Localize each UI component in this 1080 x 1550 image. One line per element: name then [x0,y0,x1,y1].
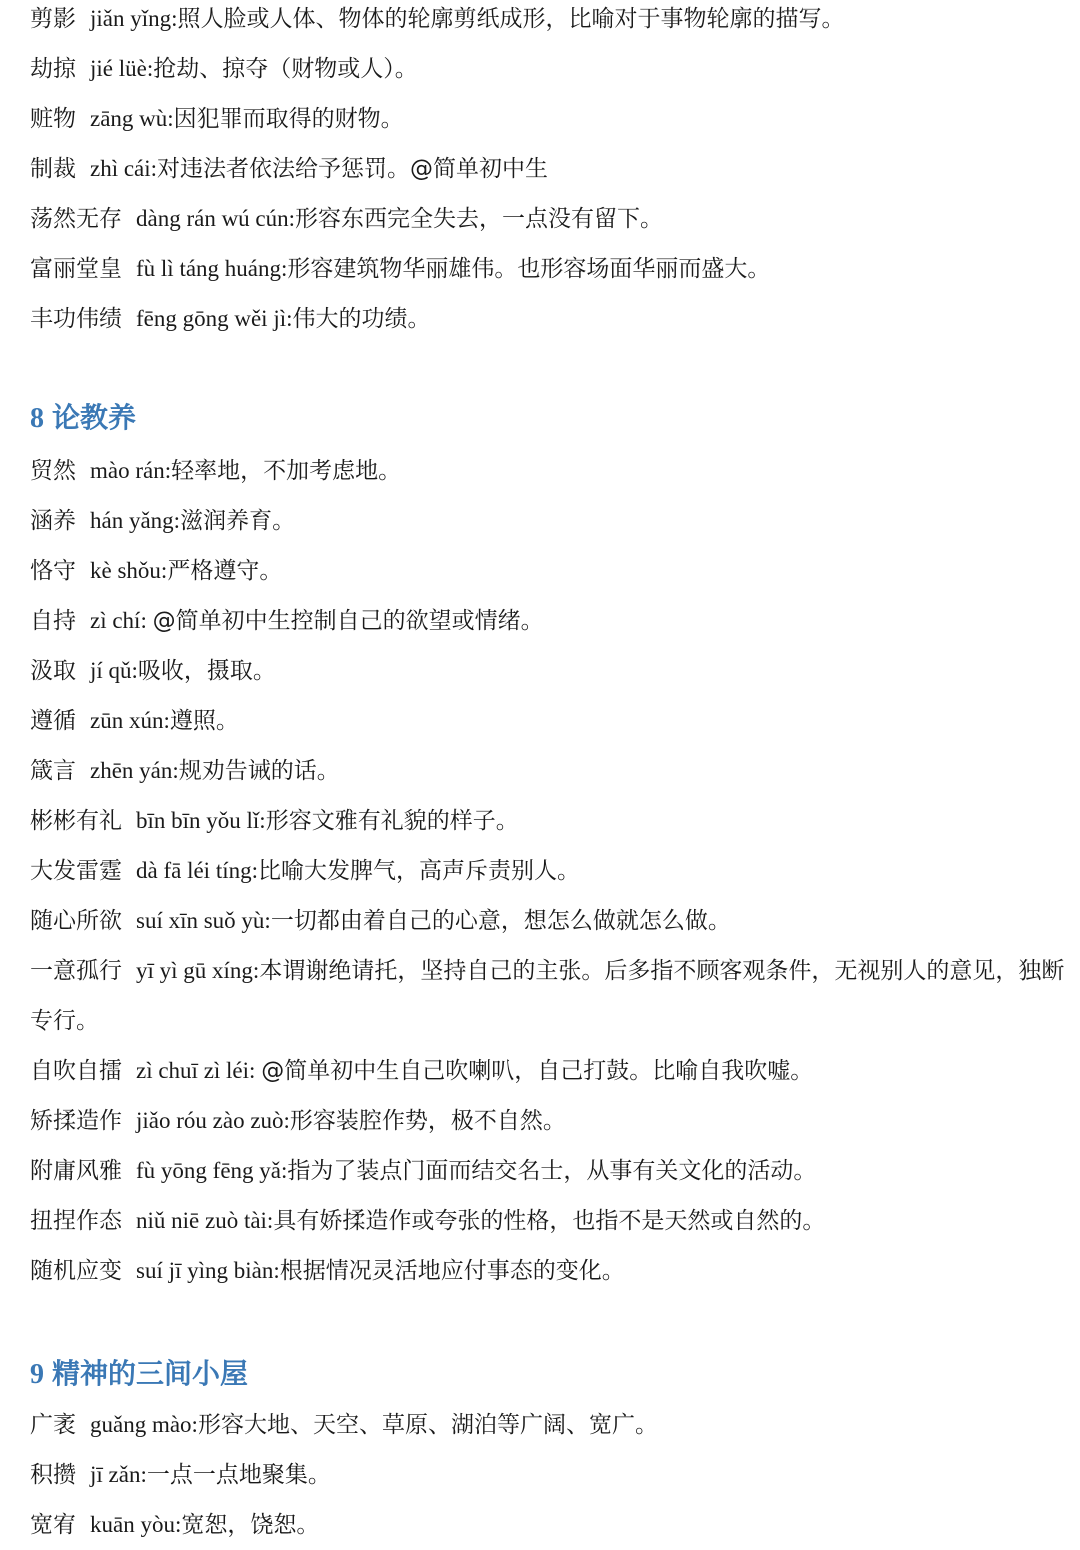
vocab-entry [30,746,1078,796]
vocab-entry [30,596,1078,646]
vocab-word: 汲取 [30,658,76,684]
vocab-entry [30,946,1078,1046]
vocab-word: 宽宥 [30,1512,76,1538]
vocab-entry [30,696,1078,746]
vocab-pinyin: dà fā léi tíng: [136,858,258,883]
vocab-entry [30,1400,1078,1450]
vocab-word: 制裁 [30,156,76,182]
vocab-word: 箴言 [30,758,76,784]
vocab-pinyin: fù yōng fēng yǎ: [136,1158,288,1183]
vocab-word: 自持 [30,608,76,634]
vocab-pinyin: fēng gōng wěi jì: [136,306,293,331]
vocab-entry [30,496,1078,546]
vocab-definition: 本谓谢绝请托，坚持自己的主张。后多指不顾客观条件，无视别人的意见，独断专行。 [30,958,1065,1034]
vocab-pinyin: jiǎn yǐng: [90,6,178,31]
vocab-entry [30,846,1078,896]
vocab-entry [30,546,1078,596]
vocab-word: 积攒 [30,1462,76,1488]
vocab-word: 富丽堂皇 [30,256,122,282]
vocab-definition: 滋润养育。 [180,508,296,534]
vocab-pinyin: suí jī yìng biàn: [136,1258,280,1283]
vocab-pinyin: bīn bīn yǒu lǐ: [136,808,266,833]
vocab-definition: 具有娇揉造作或夸张的性格，也指不是天然或自然的。 [273,1208,826,1234]
vocab-entry [30,0,1078,44]
section-number: 8 [30,403,44,434]
vocab-definition: 宽恕，饶恕。 [181,1512,320,1538]
section-title: 精神的三间小屋 [52,1357,249,1390]
vocab-pinyin: guǎng mào: [90,1412,198,1437]
vocab-entry [30,1246,1078,1296]
vocab-definition: 轻率地，不加考虑地。 [171,458,402,484]
vocab-entry [30,896,1078,946]
vocab-pinyin: zhēn yán: [90,758,179,783]
section-title: 论教养 [52,401,137,434]
vocab-word: 恪守 [30,558,76,584]
vocab-definition: 一点一点地聚集。 [146,1462,331,1488]
vocab-word: 大发雷霆 [30,858,122,884]
vocab-pinyin: zāng wù: [90,106,174,131]
vocab-pinyin: kè shǒu: [90,558,168,583]
vocab-entry [30,1146,1078,1196]
vocab-pinyin: jié lüè: [90,56,154,81]
vocab-pinyin: suí xīn suǒ yù: [136,908,271,933]
vocab-definition: 指为了装点门面而结交名士，从事有关文化的活动。 [287,1158,817,1184]
vocab-definition: 比喻大发脾气，高声斥责别人。 [258,858,580,884]
vocab-definition: 规劝告诫的话。 [178,758,340,784]
vocab-pinyin: hán yǎng: [90,508,181,533]
vocab-entry [30,44,1078,94]
vocab-entry [30,1450,1078,1500]
vocab-pinyin: dàng rán wú cún: [136,206,296,231]
vocab-entry [30,796,1078,846]
vocab-pinyin: jí qǔ: [90,658,138,683]
vocab-entry [30,446,1078,496]
vocab-definition: 对违法者依法给予惩罚。@简单初中生 [157,156,549,182]
vocab-entry [30,244,1078,294]
vocab-pinyin: fù lì táng huáng: [136,256,288,281]
vocab-definition: 遵照。 [169,708,239,734]
vocab-definition: @简单初中生控制自己的欲望或情绪。 [152,608,544,634]
vocab-word: 丰功伟绩 [30,306,122,332]
vocab-definition: 形容文雅有礼貌的样子。 [265,808,519,834]
vocab-entry [30,94,1078,144]
vocab-pinyin: zì chuī zì léi: [136,1058,262,1083]
vocab-word: 扭捏作态 [30,1208,122,1234]
section-number: 9 [30,1359,44,1390]
vocab-word: 随心所欲 [30,908,122,934]
vocab-definition: 伟大的功绩。 [292,306,431,332]
vocab-word: 剪影 [30,6,76,32]
vocab-word: 赃物 [30,106,76,132]
vocab-pinyin: niǔ niē zuò tài: [136,1208,274,1233]
vocab-entry [30,1096,1078,1146]
vocab-pinyin: zhì cái: [90,156,158,181]
vocab-word: 广袤 [30,1412,76,1438]
vocab-entry [30,1046,1078,1096]
vocab-word: 一意孤行 [30,958,122,984]
vocab-entry [30,1196,1078,1246]
vocab-pinyin: mào rán: [90,458,172,483]
vocab-pinyin: yī yì gū xíng: [136,958,260,983]
vocab-word: 涵养 [30,508,76,534]
vocab-definition: 形容大地、天空、草原、湖泊等广阔、宽广。 [197,1412,658,1438]
vocab-definition: @简单初中生自己吹喇叭，自己打鼓。比喻自我吹嘘。 [261,1058,814,1084]
vocab-word: 矫揉造作 [30,1108,122,1134]
vocab-pinyin: zūn xún: [90,708,170,733]
vocab-definition: 形容建筑物华丽雄伟。也形容场面华丽而盛大。 [287,256,771,282]
vocab-word: 随机应变 [30,1258,122,1284]
vocab-entry [30,1500,1078,1550]
vocab-entry [30,144,1078,194]
vocab-definition: 吸收，摄取。 [137,658,276,684]
vocab-definition: 根据情况灵活地应付事态的变化。 [279,1258,625,1284]
section-heading-9 [30,1352,248,1392]
vocab-word: 劫掠 [30,56,76,82]
vocab-word: 自吹自擂 [30,1058,122,1084]
vocab-pinyin: jiǎo róu zào zuò: [136,1108,290,1133]
vocab-word: 荡然无存 [30,206,122,232]
vocab-definition: 照人脸或人体、物体的轮廓剪纸成形，比喻对于事物轮廓的描写。 [177,6,845,32]
section-heading-8 [30,396,136,436]
vocab-word: 彬彬有礼 [30,808,122,834]
vocab-word: 贸然 [30,458,76,484]
vocab-definition: 严格遵守。 [167,558,283,584]
vocab-entry [30,294,1078,344]
vocab-pinyin: kuān yòu: [90,1512,182,1537]
vocab-word: 遵循 [30,708,76,734]
vocab-entry [30,646,1078,696]
vocab-definition: 一切都由着自己的心意，想怎么做就怎么做。 [270,908,731,934]
vocab-entry [30,194,1078,244]
vocab-definition: 抢劫、掠夺（财物或人）。 [153,56,418,82]
vocab-definition: 形容装腔作势，极不自然。 [289,1108,566,1134]
vocab-word: 附庸风雅 [30,1158,122,1184]
vocab-definition: 因犯罪而取得的财物。 [173,106,404,132]
vocab-pinyin: zì chí: [90,608,153,633]
vocab-definition: 形容东西完全失去，一点没有留下。 [295,206,664,232]
vocab-pinyin: jī zǎn: [90,1462,147,1487]
